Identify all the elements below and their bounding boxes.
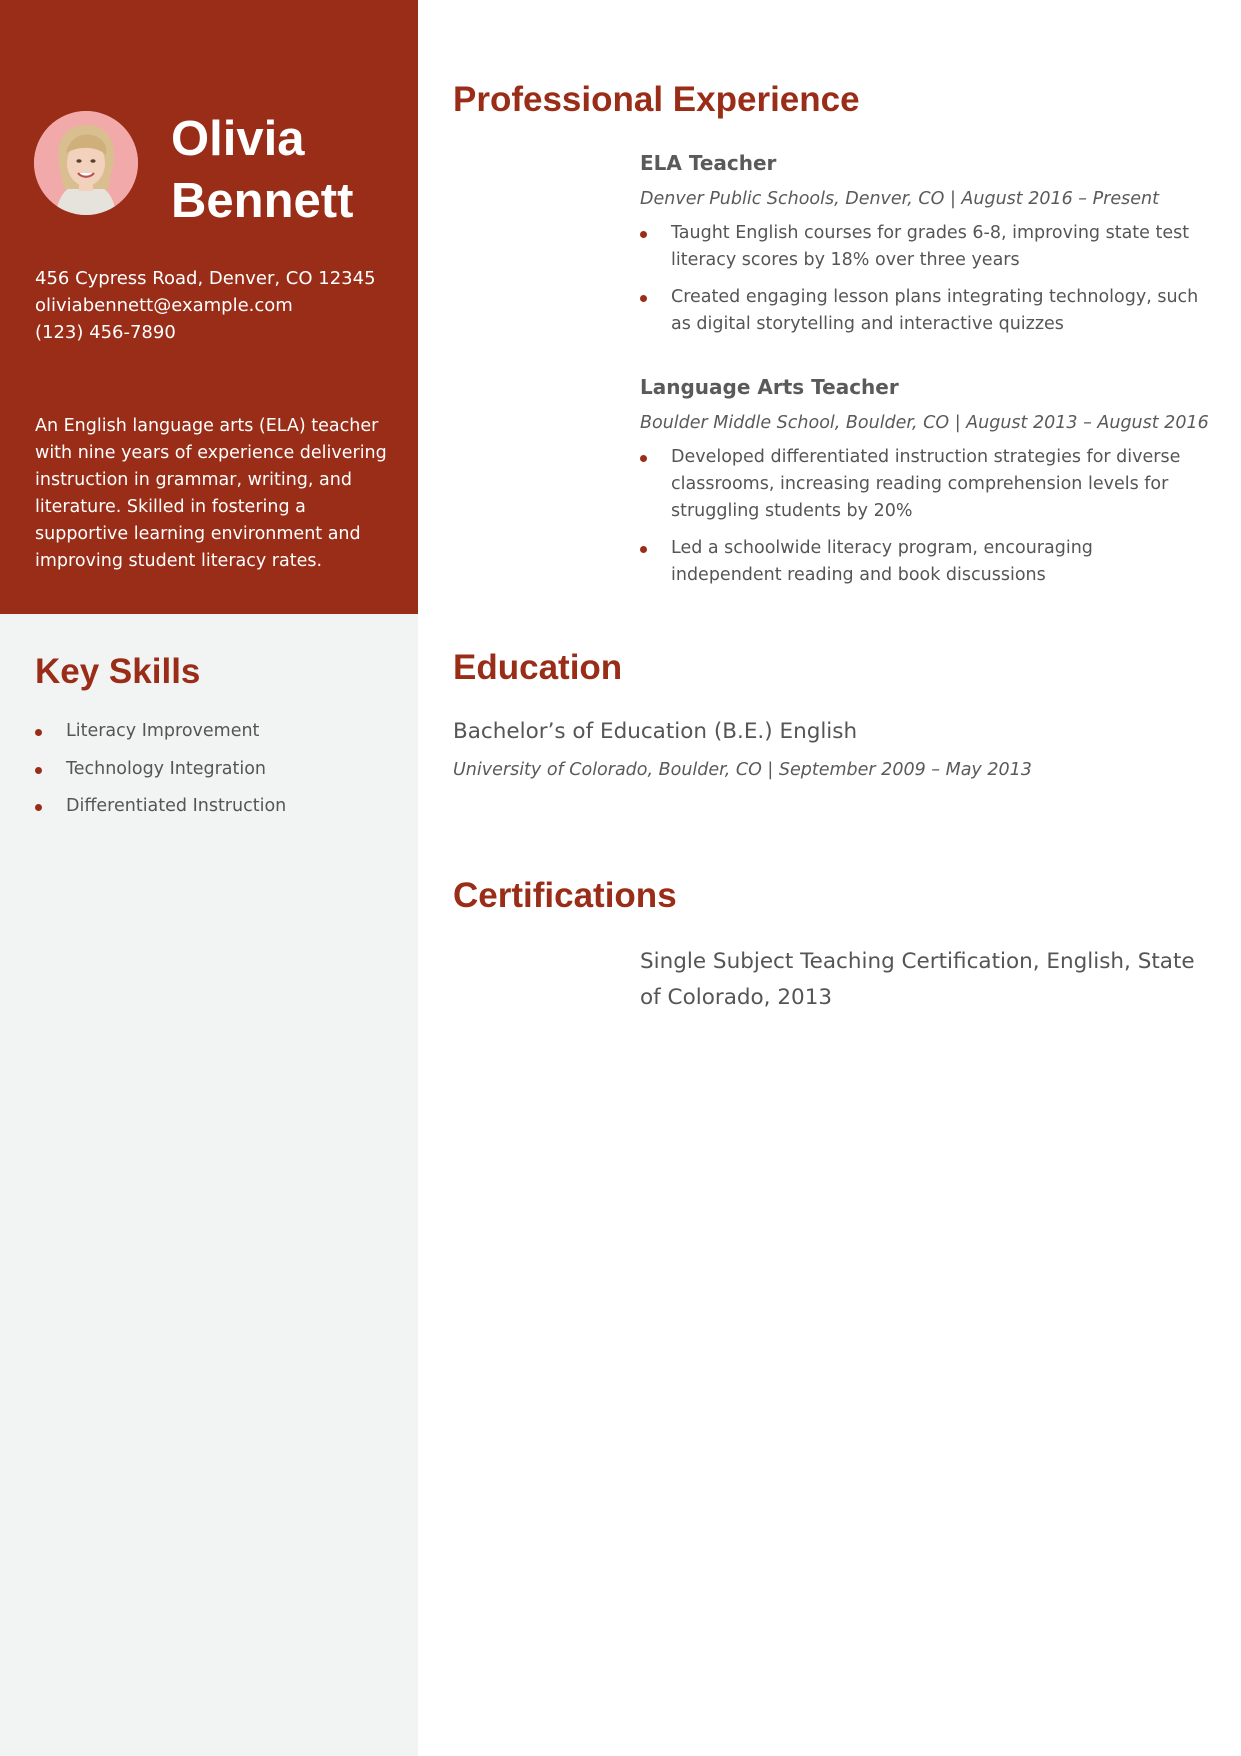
skills-heading: Key Skills: [35, 652, 201, 691]
address: 456 Cypress Road, Denver, CO 12345: [35, 268, 376, 289]
skills-list: [35, 718, 286, 831]
job-meta: Denver Public Schools, Denver, CO | August 2016 – Present: [640, 189, 1159, 209]
job-entry: [640, 150, 1200, 348]
skill-item: Literacy Improvement: [35, 718, 286, 756]
first-name: Olivia: [171, 112, 305, 166]
email[interactable]: oliviabennett@example.com: [35, 295, 293, 316]
job-entry: [640, 374, 1209, 599]
bullet-icon: [35, 729, 42, 736]
job-bullet: Developed differentiated instruction strategies for diverse classrooms, increasing reading comprehension levels for struggling students by 20%: [640, 444, 1200, 525]
education-heading: Education: [453, 648, 623, 687]
job-meta: Boulder Middle School, Boulder, CO | August 2013 – August 2016: [640, 413, 1209, 433]
job-title: Language Arts Teacher: [640, 375, 899, 399]
job-bullet: Created engaging lesson plans integrating technology, such as digital storytelling and interactive quizzes: [640, 284, 1200, 338]
certifications-heading: Certifications: [453, 876, 677, 915]
job-bullets: [640, 444, 1200, 589]
portrait-image: [34, 111, 138, 215]
contact-info: [35, 265, 376, 346]
experience-heading: Professional Experience: [453, 80, 860, 119]
skill-item: Differentiated Instruction: [35, 793, 286, 831]
sidebar-header: [0, 0, 418, 614]
bullet-icon: [640, 546, 647, 553]
education-degree: Bachelor’s of Education (B.E.) English: [453, 719, 858, 744]
profile-summary: An English language arts (ELA) teacher with nine years of experience delivering instruction in grammar, writing, and literature. Skilled in fostering a supportive learning environment and improving student literacy rates.: [35, 416, 387, 571]
phone[interactable]: (123) 456-7890: [35, 322, 176, 343]
bullet-icon: [35, 804, 42, 811]
job-bullet: Led a schoolwide literacy program, encouraging independent reading and book discussions: [640, 535, 1200, 589]
sidebar: [0, 0, 418, 1756]
last-name: Bennett: [171, 174, 354, 228]
candidate-name: [171, 108, 401, 232]
job-title: ELA Teacher: [640, 151, 777, 175]
bullet-icon: [640, 455, 647, 462]
job-bullet: Taught English courses for grades 6-8, improving state test literacy scores by 18% over three years: [640, 220, 1200, 274]
bullet-icon: [640, 231, 647, 238]
certification-item: Single Subject Teaching Certification, English, State of Colorado, 2013: [640, 949, 1195, 1010]
avatar: [34, 111, 138, 215]
bullet-icon: [640, 295, 647, 302]
education-meta: University of Colorado, Boulder, CO | September 2009 – May 2013: [453, 760, 1032, 780]
bullet-icon: [35, 767, 42, 774]
job-bullets: [640, 220, 1200, 338]
skill-item: Technology Integration: [35, 756, 286, 794]
